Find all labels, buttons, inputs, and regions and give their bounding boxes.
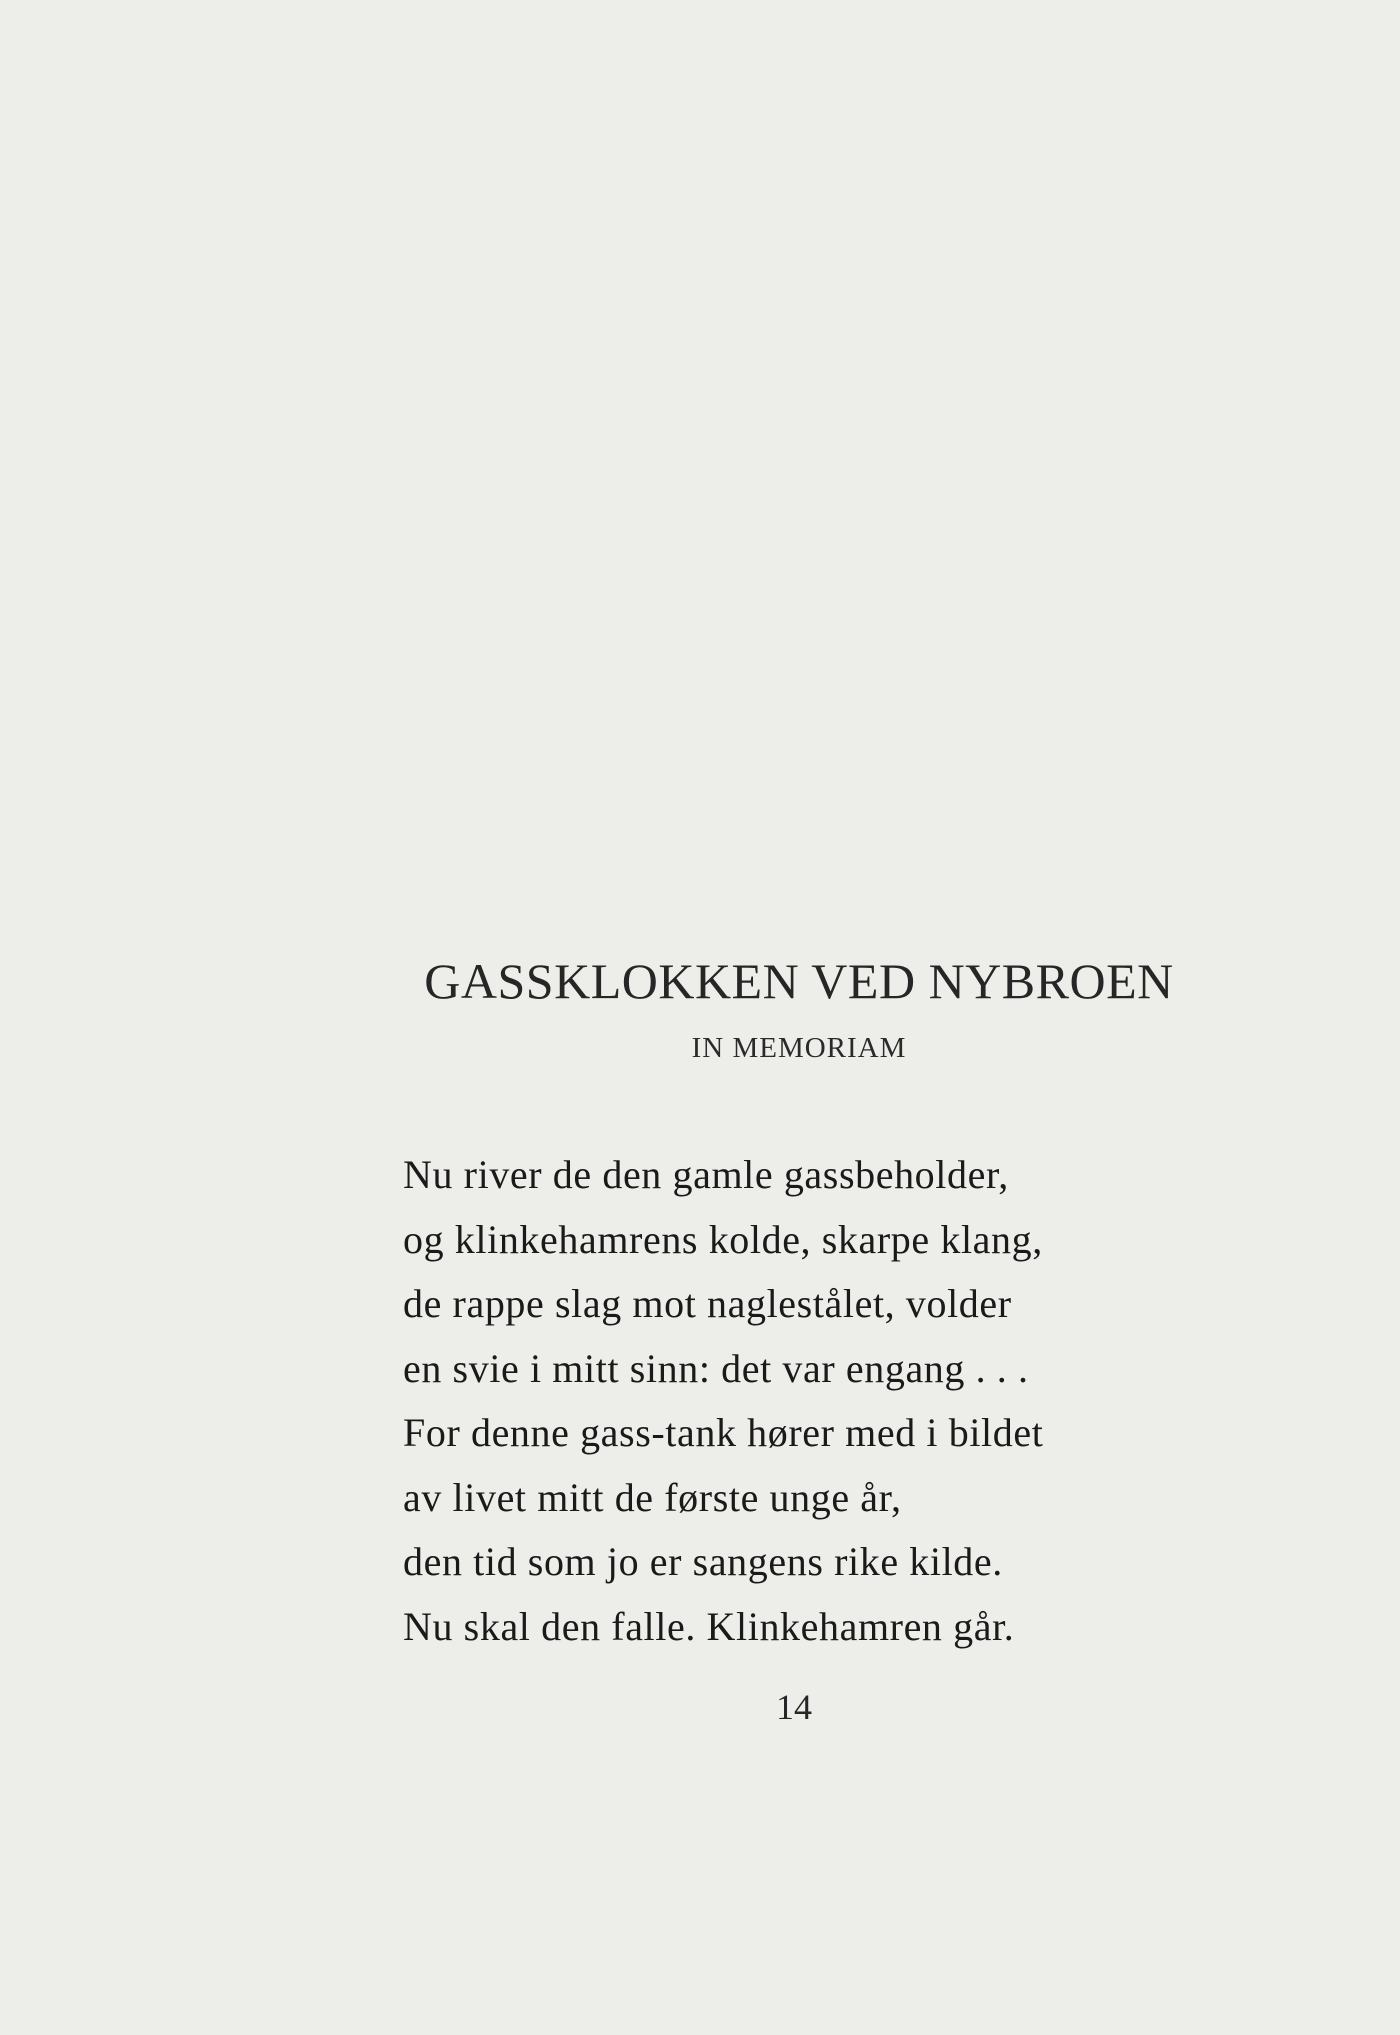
poem-line: de rappe slag mot naglestålet, volder xyxy=(403,1281,1012,1326)
poem-line: den tid som jo er sangens rike kilde. xyxy=(403,1539,1003,1584)
poem-line: av livet mitt de første unge år, xyxy=(403,1474,902,1520)
poem-line: For denne gass-tank hører med i bildet xyxy=(403,1410,1044,1455)
poem-line: Nu skal den falle. Klinkehamren går. xyxy=(403,1603,1015,1649)
poem-line: en svie i mitt sinn: det var engang . . . xyxy=(403,1345,1029,1391)
poem-title: GASSKLOKKEN VED NYBROEN xyxy=(424,953,1174,1009)
page-number: 14 xyxy=(776,1687,812,1727)
poem-line: og klinkehamrens kolde, skarpe klang, xyxy=(403,1216,1043,1262)
poem-subtitle: IN MEMORIAM xyxy=(691,1032,907,1064)
poem-line: Nu river de den gamle gassbeholder, xyxy=(403,1152,1009,1197)
poem-stanza xyxy=(403,1143,1223,1659)
